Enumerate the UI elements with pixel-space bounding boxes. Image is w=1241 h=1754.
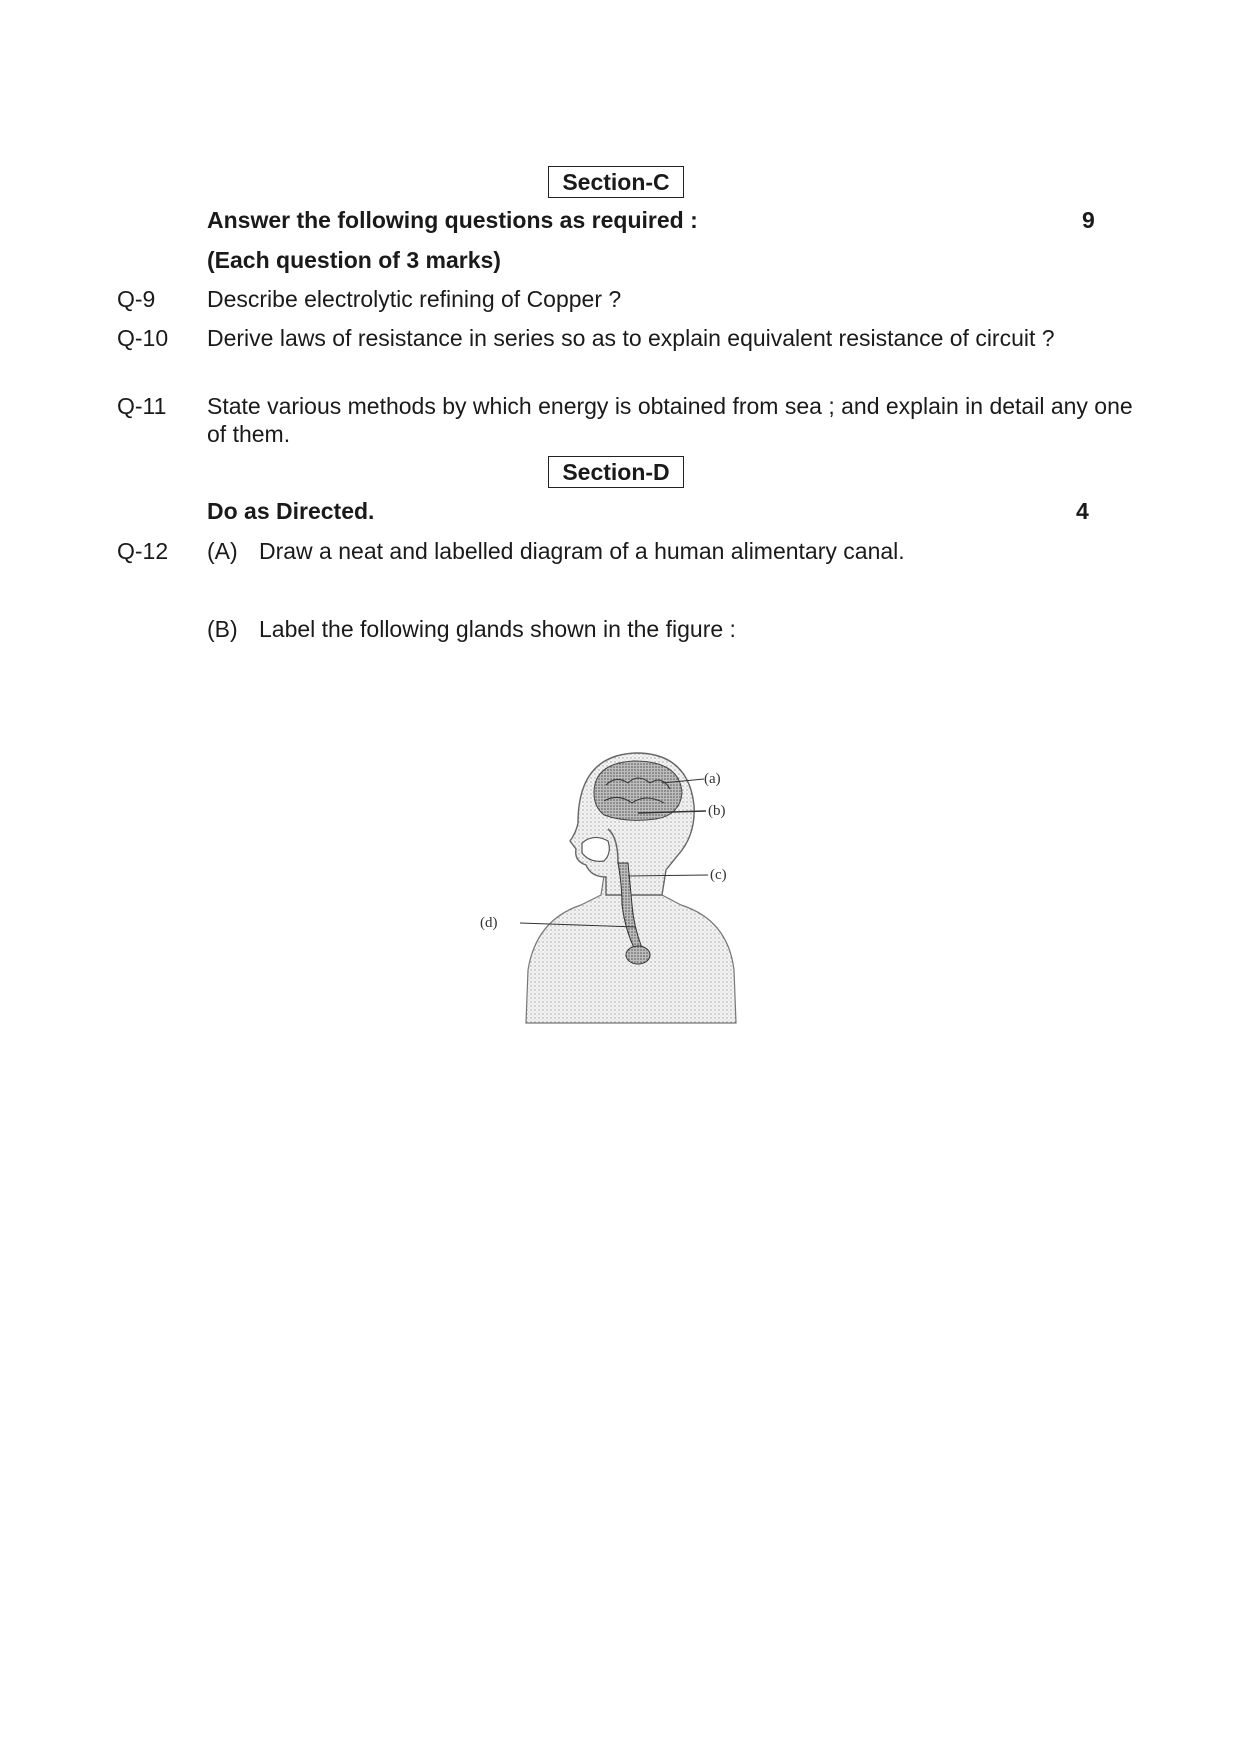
- question-text-q11: State various methods by which energy is obtained from sea ; and explain in detail any one of them.: [207, 393, 1133, 447]
- question-text-q9: Describe electrolytic refining of Copper ?: [207, 286, 622, 312]
- section-c-marks: 9: [1082, 207, 1095, 233]
- thymus-mass: [626, 946, 650, 964]
- section-d-title: Section-D: [548, 456, 684, 488]
- figure-label-c: (c): [710, 867, 727, 883]
- section-c-title: Section-C: [548, 166, 684, 198]
- section-c-note: (Each question of 3 marks): [207, 247, 501, 273]
- mouth-cavity: [582, 837, 609, 861]
- figure-label-b: (b): [708, 803, 726, 819]
- part-b-text: Label the following glands shown in the figure :: [259, 616, 736, 642]
- question-number-q11: Q-11: [117, 393, 167, 419]
- part-b-label: (B): [207, 616, 238, 642]
- figure-label-a: (a): [704, 771, 721, 787]
- question-number-q10: Q-10: [117, 325, 169, 351]
- question-number-q12: Q-12: [117, 538, 169, 564]
- part-a-text: Draw a neat and labelled diagram of a human alimentary canal.: [259, 538, 905, 564]
- section-d-instruction: Do as Directed.: [207, 498, 375, 524]
- part-a-label: (A): [207, 538, 238, 564]
- endocrine-glands-figure: [466, 745, 772, 1025]
- section-d-marks: 4: [1076, 498, 1089, 524]
- question-number-q9: Q-9: [117, 286, 156, 312]
- question-text-q10: Derive laws of resistance in series so as to explain equivalent resistance of circuit ?: [207, 325, 1055, 351]
- section-c-instruction: Answer the following questions as required :: [207, 207, 698, 233]
- figure-label-d: (d): [480, 915, 498, 931]
